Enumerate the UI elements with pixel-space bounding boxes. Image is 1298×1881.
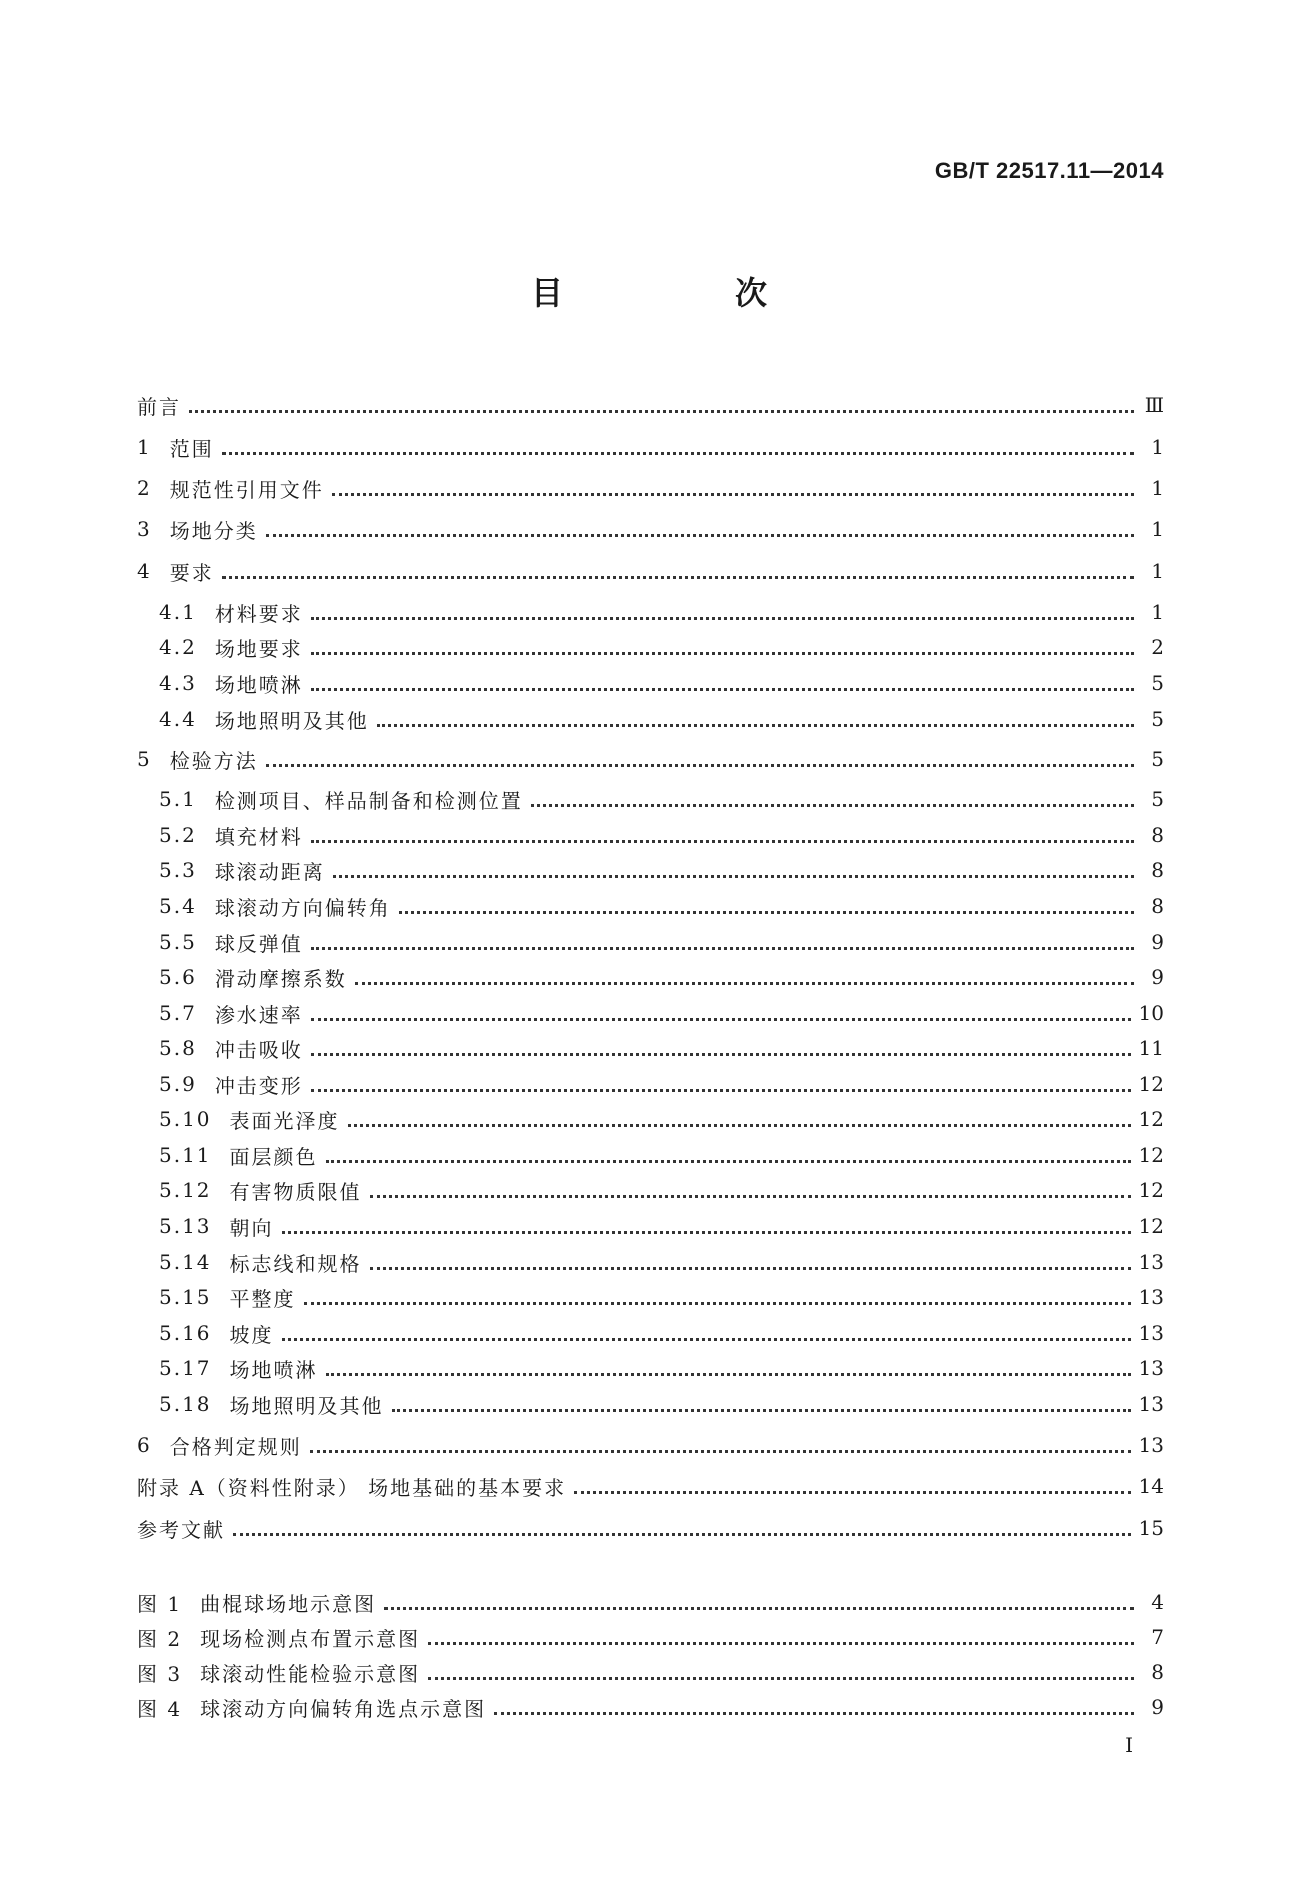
dot-leader	[311, 652, 1134, 655]
dot-leader	[370, 1267, 1131, 1270]
dot-leader	[310, 1450, 1131, 1453]
entry-number: 5.15	[159, 1285, 212, 1309]
toc-entry[interactable]	[159, 818, 1164, 852]
entry-page-number: 9	[1151, 930, 1164, 954]
entry-page-number: 5	[1151, 787, 1164, 811]
entry-title: 球滚动方向偏转角选点示意图	[200, 1696, 487, 1721]
dot-leader	[311, 1018, 1131, 1021]
entry-number: 3	[137, 517, 152, 541]
entry-number: 5.8	[159, 1036, 197, 1060]
dot-leader	[266, 534, 1134, 537]
entry-number: 4.1	[159, 600, 197, 624]
standard-code: GB/T 22517.11—2014	[934, 158, 1164, 183]
entry-number: 1	[137, 435, 152, 459]
entry-title: 范围	[169, 436, 214, 461]
entry-title: 规范性引用文件	[169, 477, 324, 502]
dot-leader	[311, 617, 1134, 620]
toc-entry[interactable]	[137, 471, 1164, 505]
entry-title: 前言	[137, 394, 181, 419]
entry-title: 填充材料	[214, 824, 303, 849]
dot-leader	[311, 1089, 1131, 1092]
toc-entry[interactable]	[159, 889, 1164, 923]
entry-page-number: 10	[1138, 1001, 1164, 1025]
entry-page-number: 1	[1151, 435, 1164, 459]
dot-leader	[222, 452, 1134, 455]
entry-page-number: 8	[1151, 823, 1164, 847]
entry-page-number: 5	[1151, 671, 1164, 695]
dot-leader	[370, 1195, 1131, 1198]
entry-number: 5.16	[159, 1321, 212, 1345]
toc-entry[interactable]	[137, 1511, 1164, 1545]
entry-title: 面层颜色	[229, 1144, 318, 1169]
figure-list-item[interactable]	[137, 1655, 1164, 1689]
page-title: 目 次	[530, 274, 837, 312]
toc-entry[interactable]	[137, 1428, 1164, 1462]
entry-number: 5.18	[159, 1392, 212, 1416]
dot-leader	[311, 947, 1134, 950]
entry-title: 附录 A（资料性附录） 场地基础的基本要求	[137, 1475, 567, 1500]
toc-entry[interactable]	[137, 388, 1164, 422]
entry-number: 5.6	[159, 965, 197, 989]
entry-number: 4.2	[159, 635, 197, 659]
entry-title: 场地照明及其他	[229, 1393, 384, 1418]
toc-entry[interactable]	[159, 1387, 1164, 1421]
entry-number: 5.2	[159, 823, 197, 847]
dot-leader	[348, 1124, 1131, 1127]
entry-number: 4.3	[159, 671, 197, 695]
toc-entry[interactable]	[159, 666, 1164, 700]
entry-page-number: Ⅲ	[1144, 393, 1164, 417]
entry-title: 表面光泽度	[229, 1108, 340, 1133]
toc-entry[interactable]	[159, 1067, 1164, 1101]
entry-page-number: 8	[1151, 894, 1164, 918]
table-of-contents	[137, 0, 1164, 1881]
toc-entry[interactable]	[159, 1316, 1164, 1350]
entry-page-number: 13	[1138, 1321, 1164, 1345]
entry-number: 5.5	[159, 930, 197, 954]
figure-list-item[interactable]	[137, 1690, 1164, 1724]
entry-number: 5.11	[159, 1143, 212, 1167]
entry-title: 球滚动距离	[214, 859, 325, 884]
entry-page-number: 1	[1151, 559, 1164, 583]
dot-leader	[377, 724, 1134, 727]
entry-page-number: 9	[1151, 1695, 1164, 1719]
entry-page-number: 12	[1138, 1143, 1164, 1167]
entry-title: 球反弹值	[214, 931, 303, 956]
entry-title: 球滚动性能检验示意图	[200, 1661, 421, 1686]
dot-leader	[311, 840, 1134, 843]
dot-leader	[531, 804, 1134, 807]
toc-entry[interactable]	[159, 996, 1164, 1030]
entry-title: 坡度	[229, 1322, 274, 1347]
entry-number: 4	[137, 559, 152, 583]
entry-title: 参考文献	[137, 1517, 225, 1542]
entry-title: 场地分类	[169, 518, 258, 543]
entry-page-number: 9	[1151, 965, 1164, 989]
page-number: I	[1125, 1733, 1133, 1757]
dot-leader	[326, 1373, 1131, 1376]
entry-page-number: 7	[1151, 1625, 1164, 1649]
entry-number: 5.17	[159, 1356, 212, 1380]
dot-leader	[355, 982, 1134, 985]
toc-entry[interactable]	[159, 1138, 1164, 1172]
entry-page-number: 13	[1138, 1433, 1164, 1457]
entry-title: 场地照明及其他	[214, 708, 369, 733]
entry-title: 朝向	[229, 1215, 274, 1240]
entry-number: 5.9	[159, 1072, 197, 1096]
entry-page-number: 2	[1151, 635, 1164, 659]
entry-page-number: 13	[1138, 1392, 1164, 1416]
dot-leader	[266, 764, 1134, 767]
dot-leader	[304, 1302, 1131, 1305]
entry-page-number: 5	[1151, 707, 1164, 731]
entry-number: 图 3	[137, 1661, 183, 1686]
entry-page-number: 13	[1138, 1356, 1164, 1380]
dot-leader	[332, 493, 1134, 496]
entry-title: 球滚动方向偏转角	[214, 895, 391, 920]
toc-entry[interactable]	[137, 554, 1164, 588]
toc-entry[interactable]	[159, 702, 1164, 736]
entry-number: 5.12	[159, 1178, 212, 1202]
entry-page-number: 12	[1138, 1107, 1164, 1131]
toc-entry[interactable]	[159, 595, 1164, 629]
dot-leader	[233, 1533, 1131, 1536]
toc-entry[interactable]	[137, 742, 1164, 776]
dot-leader	[282, 1338, 1131, 1341]
toc-entry[interactable]	[137, 1469, 1164, 1503]
entry-title: 场地喷淋	[229, 1357, 318, 1382]
entry-page-number: 13	[1138, 1250, 1164, 1274]
toc-entry[interactable]	[159, 1245, 1164, 1279]
entry-page-number: 4	[1151, 1590, 1164, 1614]
entry-page-number: 11	[1138, 1036, 1164, 1060]
entry-number: 图 1	[137, 1591, 183, 1616]
entry-number: 图 2	[137, 1626, 183, 1651]
entry-number: 5.13	[159, 1214, 212, 1238]
toc-entry[interactable]	[159, 853, 1164, 887]
entry-title: 有害物质限值	[229, 1179, 362, 1204]
entry-page-number: 8	[1151, 858, 1164, 882]
dot-leader	[282, 1231, 1131, 1234]
toc-entry[interactable]	[159, 960, 1164, 994]
entry-title: 要求	[169, 560, 214, 585]
entry-page-number: 12	[1138, 1072, 1164, 1096]
entry-title: 曲棍球场地示意图	[200, 1591, 377, 1616]
entry-number: 图 4	[137, 1696, 183, 1721]
toc-entry[interactable]	[159, 630, 1164, 664]
entry-number: 2	[137, 476, 152, 500]
entry-page-number: 1	[1151, 600, 1164, 624]
dot-leader	[392, 1409, 1131, 1412]
entry-page-number: 5	[1151, 747, 1164, 771]
toc-entry[interactable]	[159, 925, 1164, 959]
entry-title: 冲击吸收	[214, 1037, 303, 1062]
entry-page-number: 8	[1151, 1660, 1164, 1684]
dot-leader	[574, 1491, 1130, 1494]
dot-leader	[311, 688, 1134, 691]
dot-leader	[384, 1607, 1134, 1610]
entry-title: 检测项目、样品制备和检测位置	[214, 788, 523, 813]
entry-page-number: 12	[1138, 1178, 1164, 1202]
entry-title: 滑动摩擦系数	[214, 966, 347, 991]
toc-entry[interactable]	[159, 1209, 1164, 1243]
dot-leader	[326, 1160, 1131, 1163]
entry-page-number: 13	[1138, 1285, 1164, 1309]
dot-leader	[333, 875, 1134, 878]
entry-title: 渗水速率	[214, 1002, 303, 1027]
entry-title: 检验方法	[169, 748, 258, 773]
entry-page-number: 1	[1151, 476, 1164, 500]
toc-entry[interactable]	[159, 782, 1164, 816]
entry-number: 6	[137, 1433, 152, 1457]
entry-title: 场地喷淋	[214, 672, 303, 697]
entry-page-number: 1	[1151, 517, 1164, 541]
dot-leader	[399, 911, 1134, 914]
dot-leader	[428, 1677, 1134, 1680]
entry-number: 5.10	[159, 1107, 212, 1131]
entry-number: 5.1	[159, 787, 197, 811]
toc-entry[interactable]	[159, 1280, 1164, 1314]
dot-leader	[189, 410, 1134, 413]
toc-entry[interactable]	[137, 430, 1164, 464]
dot-leader	[428, 1642, 1134, 1645]
entry-title: 材料要求	[214, 601, 303, 626]
entry-title: 冲击变形	[214, 1073, 303, 1098]
dot-leader	[494, 1712, 1134, 1715]
dot-leader	[222, 576, 1134, 579]
figure-list-item[interactable]	[137, 1620, 1164, 1654]
entry-page-number: 14	[1138, 1474, 1164, 1498]
entry-number: 5.3	[159, 858, 197, 882]
entry-title: 平整度	[229, 1286, 296, 1311]
entry-number: 4.4	[159, 707, 197, 731]
entry-title: 标志线和规格	[229, 1251, 362, 1276]
entry-title: 合格判定规则	[169, 1434, 302, 1459]
toc-entry[interactable]	[159, 1351, 1164, 1385]
dot-leader	[311, 1053, 1131, 1056]
entry-page-number: 15	[1138, 1516, 1164, 1540]
entry-number: 5.4	[159, 894, 197, 918]
toc-entry[interactable]	[159, 1173, 1164, 1207]
figure-list-item[interactable]	[137, 1585, 1164, 1619]
entry-page-number: 12	[1138, 1214, 1164, 1238]
toc-entry[interactable]	[137, 512, 1164, 546]
entry-number: 5.7	[159, 1001, 197, 1025]
entry-title: 现场检测点布置示意图	[200, 1626, 421, 1651]
entry-title: 场地要求	[214, 636, 303, 661]
toc-entry[interactable]	[159, 1102, 1164, 1136]
toc-entry[interactable]	[159, 1031, 1164, 1065]
entry-number: 5	[137, 747, 152, 771]
entry-number: 5.14	[159, 1250, 212, 1274]
